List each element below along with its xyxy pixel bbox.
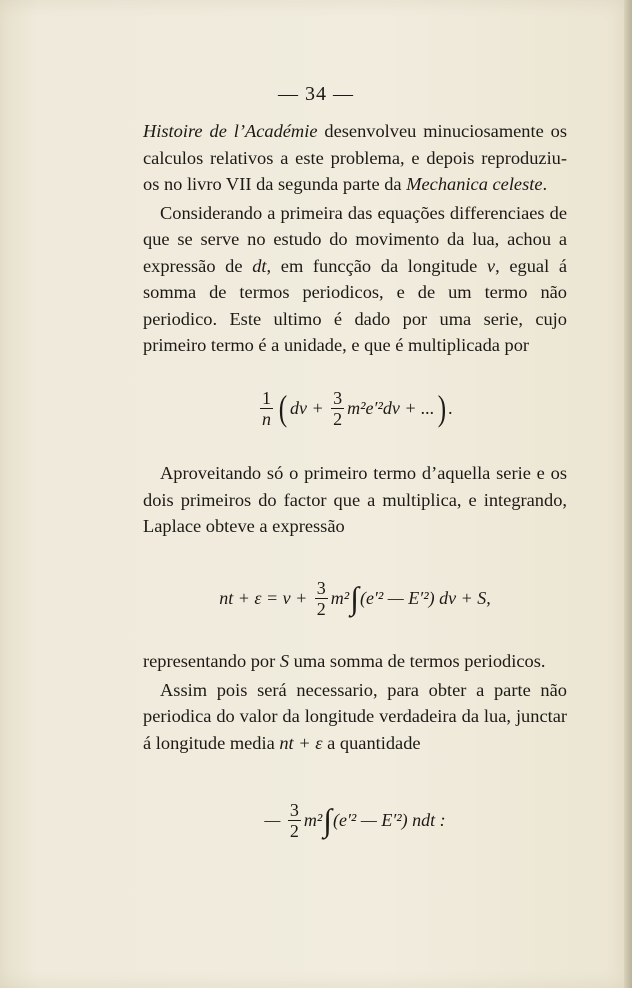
formula-3-integrand: (e′² — E′²) ndt : (333, 809, 446, 830)
expr-nt-epsilon: nt + ε (279, 732, 323, 753)
formula-1 (143, 378, 567, 438)
paragraph-1 (143, 118, 567, 198)
integral-sign: ∫ (350, 580, 359, 616)
integral-sign-2: ∫ (323, 802, 333, 838)
formula-2-frac-den: 2 (316, 598, 326, 619)
formula-1-dv: dv + (290, 397, 329, 418)
formula-3 (143, 790, 567, 850)
paragraph-2-text-c: , egual á somma de termos periodicos, e de um termo não periodico. Este ultimo é dado por uma serie, cujo primeiro termo é a unidade, e que é multiplicada por (143, 255, 568, 355)
formula-2-integrand: (e′² — E′²) dv + S, (359, 587, 491, 608)
paragraph-1-text-b: . (542, 174, 548, 194)
formula-2 (143, 568, 567, 628)
paragraph-5-text-a: Assim pois será necessario, para obter a parte não periodica do valor da longitude verdadeira da lua, junctar á longitude media (143, 679, 567, 753)
formula-1-term: m²e′²dv + ... (347, 397, 435, 418)
formula-2-frac-num: 3 (316, 577, 326, 598)
text-block-3 (143, 648, 567, 756)
formula-1-frac-2 (331, 388, 344, 429)
close-paren: ) (437, 388, 446, 428)
symbol-dt: dt (252, 255, 267, 276)
paragraph-5-text-b: a quantidade (322, 732, 421, 753)
formula-1-frac-1-den: n (262, 408, 271, 429)
page-edge (624, 0, 632, 988)
work-title-mechanica: Mechanica celeste (406, 174, 543, 194)
paragraph-4 (143, 648, 567, 675)
formula-3-minus: — (264, 809, 285, 830)
open-paren: ( (278, 388, 288, 428)
formula-2-lhs: nt + ε = v + (219, 587, 312, 608)
formula-1-frac-2-num: 3 (333, 387, 343, 408)
paragraph-2-text-b: , em funcção da longitude (266, 255, 487, 276)
paragraph-4-text-b: uma somma de termos periodicos. (289, 651, 546, 671)
paragraph-4-text-a: representando por (143, 651, 280, 671)
paragraph-2-text-a: Considerando a primeira das equações differenciaes de que se serve no estudo do movimento da lua, achou a expressão de (143, 202, 567, 276)
formula-2-frac (315, 578, 328, 619)
formula-1-end: . (448, 397, 453, 418)
formula-3-m2: m² (303, 809, 323, 830)
formula-1-frac-2-den: 2 (333, 408, 343, 429)
paragraph-2 (143, 200, 567, 359)
text-block-2 (143, 460, 567, 540)
formula-3-frac-den: 2 (289, 820, 299, 841)
symbol-v: v (486, 255, 496, 276)
formula-3-frac-num: 3 (289, 799, 299, 820)
paragraph-3: Aproveitando só o primeiro termo d’aquella serie e os dois primeiros do factor que a multiplica, e integrando, Laplace obteve a expressão (143, 463, 567, 536)
paragraph-5 (143, 677, 567, 757)
page-number: — 34 — (278, 83, 354, 105)
paragraph-1-text-a: desenvolveu minuciosamente os calculos relativos a este problema, e depois reproduziu-os no livro VII da segunda parte da (143, 121, 567, 194)
formula-2-m2: m² (330, 587, 350, 608)
formula-3-frac (288, 800, 301, 841)
text-block-1 (143, 118, 567, 359)
work-title-histoire: Histoire de l’Académie (143, 121, 318, 141)
formula-1-frac-1 (260, 388, 273, 429)
formula-1-frac-1-num: 1 (262, 387, 271, 408)
symbol-S: S (279, 651, 290, 671)
